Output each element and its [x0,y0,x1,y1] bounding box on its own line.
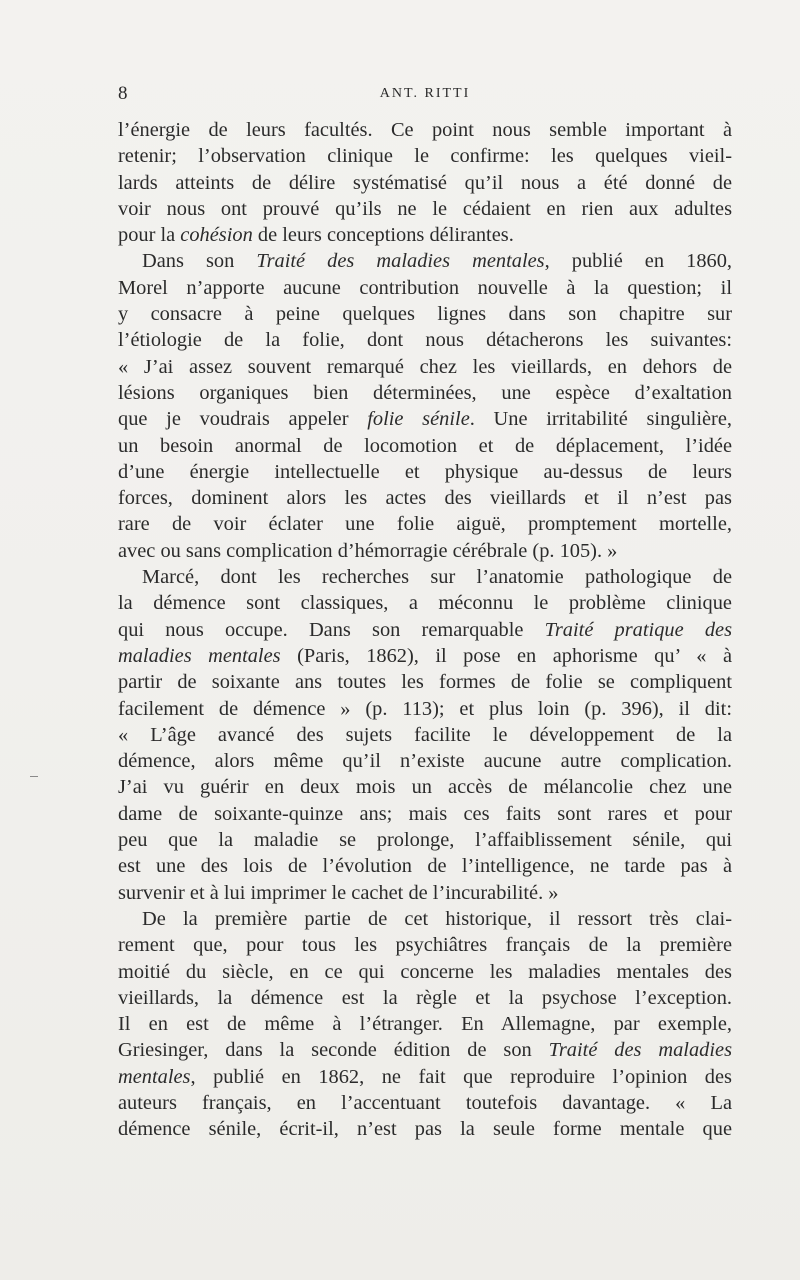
text-segment: Morel n’apporte aucune contribution nouvelle à la question; il [118,276,732,299]
text-line [118,354,732,380]
text-line [118,275,732,301]
text-segment: démence sénile, écrit-il, n’est pas la seule forme mentale que [118,1118,732,1141]
text-segment: de leurs conceptions délirantes. [252,224,514,247]
text-line [118,827,732,853]
text-segment: forces, dominent alors les actes des vieillards et il n’est pas [118,487,732,510]
text-segment: . Une irritabilité singulière, [469,408,732,431]
text-line [118,985,732,1011]
text-segment: rare de voir éclater une folie aiguë, promptement mortelle, [118,513,732,536]
text-segment: , publié en 1862, ne fait que reproduire l’opinion des [190,1065,732,1088]
text-line [118,1116,732,1142]
text-segment: partir de soixante ans toutes les formes de folie se compliquent [118,671,732,694]
text-line [118,485,732,511]
text-segment: rement que, pour tous les psychiâtres français de la première [118,934,732,957]
text-line [118,590,732,616]
text-segment: (Paris, 1862), il pose en aphorisme qu’ « à [280,644,732,667]
text-line [118,722,732,748]
text-line [118,801,732,827]
text-line [118,248,732,274]
text-segment: survenir et à lui imprimer le cachet de l’incurabilité. » [118,881,559,904]
text-segment: la démence sont classiques, a méconnu le problème clinique [118,592,732,615]
text-line [118,853,732,879]
text-segment: lésions organiques bien déterminées, une espèce d’exaltation [118,381,732,404]
text-segment: est une des lois de l’évolution de l’intelligence, ne tarde pas à [118,855,732,878]
text-segment: J’ai vu guérir en deux mois un accès de mélancolie chez une [118,776,732,799]
text-line [118,406,732,432]
text-segment: moitié du siècle, en ce qui concerne les maladies mentales des [118,960,732,983]
text-segment: vieillards, la démence est la règle et la psychose l’exception. [118,986,732,1009]
text-line [118,1090,732,1116]
text-segment: Dans son [142,250,257,273]
text-line [118,564,732,590]
text-line [118,327,732,353]
italic-text: maladies mentales [118,644,281,667]
text-line [118,696,732,722]
text-segment: auteurs français, en l’accentuant toutefois davantage. « La [118,1091,732,1114]
text-segment: Marcé, dont les recherches sur l’anatomie pathologique de [142,566,732,589]
text-line [118,643,732,669]
text-line [118,617,732,643]
text-segment: qui nous occupe. Dans son remarquable [118,618,545,641]
text-line [118,906,732,932]
text-line [118,1064,732,1090]
text-segment: , publié en 1860, [544,250,733,273]
text-line [118,301,732,327]
text-segment: un besoin anormal de locomotion et de déplacement, l’idée [118,434,732,457]
text-line [118,932,732,958]
text-line [118,459,732,485]
text-segment: « J’ai assez souvent remarqué chez les vieillards, en dehors de [118,355,732,378]
text-line [118,433,732,459]
text-segment: De la première partie de cet historique, il ressort très clai- [142,907,732,930]
text-segment: Il en est de même à l’étranger. En Allemagne, par exemple, [118,1013,732,1036]
text-segment: dame de soixante-quinze ans; mais ces faits sont rares et pour [118,802,732,825]
italic-text: Traité pratique des [544,618,733,641]
text-segment: facilement de démence » (p. 113); et plus loin (p. 396), il dit: [118,697,732,720]
body-text [118,117,732,1143]
text-line [118,774,732,800]
italic-text: folie sénile [367,408,470,431]
page-number: 8 [118,83,128,104]
text-line [118,748,732,774]
text-segment: d’une énergie intellectuelle et physique au-dessus de leurs [118,460,732,483]
text-segment: avec ou sans complication d’hémorragie cérébrale (p. 105). » [118,539,618,562]
text-line [118,222,732,248]
text-line [118,1011,732,1037]
text-line [118,380,732,406]
text-segment: l’étiologie de la folie, dont nous détacherons les suivantes: [118,329,732,352]
text-segment: peu que la maladie se prolonge, l’affaiblissement sénile, qui [118,829,732,852]
text-segment: que je voudrais appeler [118,408,368,431]
italic-text: Traité des maladies [548,1039,733,1062]
text-line [118,117,732,143]
running-head: ANT. RITTI [379,86,471,101]
text-segment: y consacre à peine quelques lignes dans son chapitre sur [118,303,732,326]
text-line [118,143,732,169]
italic-text: Traité des maladies mentales [256,250,545,273]
text-line [118,170,732,196]
text-line [118,669,732,695]
text-line [118,511,732,537]
margin-mark [30,776,38,777]
text-segment: voir nous ont prouvé qu’ils ne le cédaient en rien aux adultes [118,197,732,220]
text-segment: l’énergie de leurs facultés. Ce point nous semble important à [118,119,732,141]
italic-text: cohésion [180,224,253,247]
text-line [118,959,732,985]
text-line [118,1037,732,1063]
text-segment: pour la [118,224,181,247]
text-segment: « L’âge avancé des sujets facilite le développement de la [118,723,732,746]
text-line [118,196,732,222]
text-segment: retenir; l’observation clinique le confirme: les quelques vieil- [118,145,732,168]
page-header [118,83,732,107]
italic-text: mentales [118,1065,191,1088]
text-segment: démence, alors même qu’il n’existe aucune autre complication. [118,750,732,773]
text-segment: lards atteints de délire systématisé qu’il nous a été donné de [118,171,732,194]
text-line [118,880,732,906]
text-line [118,538,732,564]
text-segment: Griesinger, dans la seconde édition de son [118,1039,549,1062]
